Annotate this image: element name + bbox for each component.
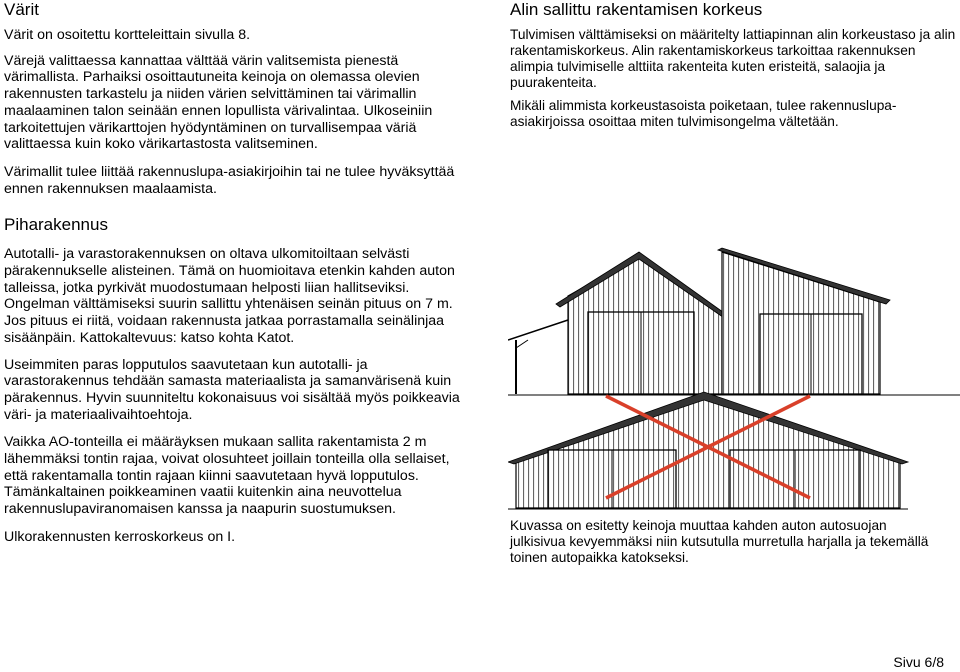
figure-caption: Kuvassa on esitetty keinoja muuttaa kahden auton autosuojan julkisivua kevyemmäksi niin kutsutulla murretulla harjalla ja tekemällä toinen autopaikka katokseksi. — [510, 518, 929, 565]
heading-piharakennus: Piharakennus — [4, 215, 108, 235]
piharakennus-paragraph-3: Vaikka AO-tonteilla ei määräyksen mukaan sallita rakentamista 2 m lähemmäksi tontin rajaa, voivat olosuhteet joillain tonteilla olla sellaiset, että rakentamalla tontin rajaan kiinni saavutetaan hyvä lopputulos. Tämänkaltainen poikkeaminen vaatii kuitenkin aina neuvottelua rakennuslupaviranomaisen kanssa ja naapurin suostumuksen. — [4, 434, 450, 518]
varit-paragraph-2: Värejä valittaessa kannattaa välttää värin valitsemista pienestä värimallista. Parhaiksi osoittautuneita keinoja on olemassa olevien rakennusten tarkastelu ja niiden värien selvittäminen tai värimallin maalaaminen talon seinään ennen lopullista värivalintaa. Ulkoseiniin tarkoitettujen värikarttojen hyödyntäminen on turvallisempaa väriä valittaessa kuin koko värikartastosta valitseminen. — [4, 52, 433, 153]
varit-paragraph-3: Värimallit tulee liittää rakennuslupa-asiakirjoihin tai ne tulee hyväksyttää ennen rakennuksen maalaamista. — [4, 163, 455, 197]
piharakennus-paragraph-1: Autotalli- ja varastorakennuksen on oltava ulkomitoiltaan selvästi pärakennukselle alisteinen. Tämä on huomioitava etenkin kahden auton talleissa, jotka pyrkivät muodostumaan helposti liian hallitseviksi. Ongelman välttämiseksi suurin sallittu yhtenäisen seinän pituus on 7 m. Jos pituus ei riitä, voidaan rakennusta jatkaa porrastamalla seinälinjaa sisäänpäin. Kattokaltevuus: katso kohta Katot. — [4, 246, 455, 346]
korkeus-paragraph-2: Mikäli alimmista korkeustasoista poiketaan, tulee rakennuslupa-asiakirjoissa osoittaa miten tulvimisongelma vältetään. — [510, 98, 897, 129]
page-number: Sivu 6/8 — [893, 654, 944, 670]
right-column — [510, 0, 958, 130]
heading-korkeus: Alin sallittu rakentamisen korkeus — [510, 0, 763, 19]
left-column — [4, 0, 466, 546]
garage-drawing-crossed-out — [508, 390, 960, 512]
garage-drawing-broken-ridge — [508, 228, 960, 398]
korkeus-paragraph-1: Tulvimisen välttämiseksi on määritelty lattiapinnan alin korkeustaso ja alin rakentamiskorkeus. Alin rakentamiskorkeus tarkoittaa rakennuksen alimpia tulvimiselle alttiita rakenteita kuten eristeitä, salaojia ja puurakenteita. — [510, 27, 956, 90]
heading-varit: Värit — [4, 0, 39, 19]
piharakennus-paragraph-2: Useimmiten paras lopputulos saavutetaan kun autotalli- ja varastorakennus tehdään samasta materiaalista ja samanvärisenä kuin pärakennus. Hyvin suunniteltu kokonaisuus voi sisältää myös poikkeavia väri- ja materiaalivaihtoehtoja. — [4, 356, 460, 423]
piharakennus-paragraph-4: Ulkorakennusten kerroskorkeus on I. — [4, 528, 236, 545]
varit-paragraph-1: Värit on osoitettu kortteleittain sivulla 8. — [4, 27, 251, 43]
